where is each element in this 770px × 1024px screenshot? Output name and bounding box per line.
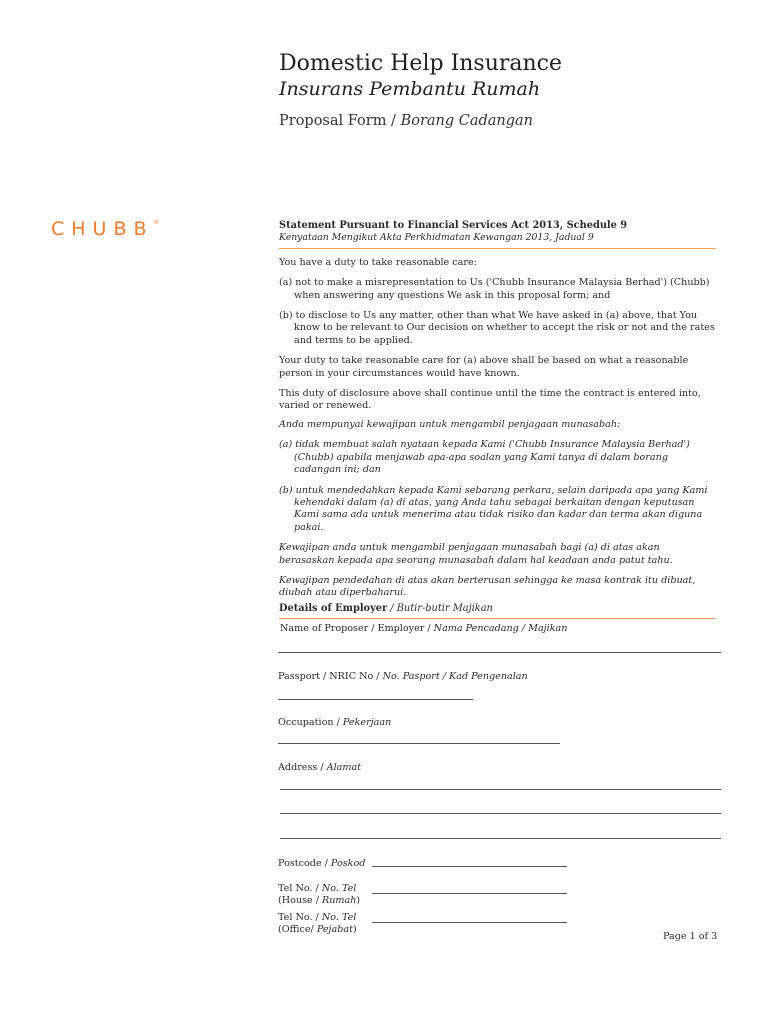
duty-paragraph-1-malay: Kewajipan anda untuk mengambil penjagaan munasabah bagi (a) di atas akan berasaskan kepada apa seorang munasabah dalam hal keadaan anda patut tahu. — [279, 542, 673, 566]
duty-item-a: (a) not to make a misrepresentation to Us ('Chubb Insurance Malaysia Berhad') (Chubb) when answering any questions We ask in this proposal form; and — [279, 277, 710, 301]
details-heading — [279, 603, 716, 615]
duty-item-a-malay: (a) tidak membuat salah nyataan kepada Kami ('Chubb Insurance Malaysia Berhad') (Chubb) apabila menjawab apa-apa soalan yang Kami tanya di dalam borang cadangan ini; dan — [279, 439, 690, 476]
statement-title-malay: Kenyataan Mengikut Akta Perkhidmatan Kewangan 2013, Jadual 9 — [279, 232, 594, 244]
statement-section — [279, 220, 716, 619]
details-divider — [279, 618, 716, 619]
statement-title: Statement Pursuant to Financial Services Act 2013, Schedule 9 — [279, 220, 628, 231]
statement-divider — [279, 248, 716, 249]
address-input-line-1[interactable] — [280, 789, 721, 790]
name-input-line[interactable] — [278, 652, 721, 653]
duty-item-b: (b) to disclose to Us any matter, other than what We have asked in (a) above, that You know to be relevant to Our decision on whether to accept the risk or not and the rates and terms to be applied. — [279, 310, 715, 346]
details-heading-en: Details of Employer — [279, 602, 388, 614]
logo-text: CHUBB — [51, 218, 154, 240]
tel-office-label: Tel No. / No. Tel (Office/ Pejabat) — [278, 912, 357, 936]
form-title-malay: Insurans Pembantu Rumah — [279, 78, 541, 100]
chubb-logo — [51, 218, 160, 240]
duty-item-b-malay: (b) untuk mendedahkan kepada Kami sebarang perkara, selain daripada apa yang Kami kehendaki dalam (a) di atas, yang Anda tahu sebagai berkaitan dengan keputusan Kami sama ada untuk menerima atau tidak risiko dan kadar dan terma akan diguna pakai. — [279, 484, 708, 533]
occupation-input-line[interactable] — [278, 743, 560, 744]
duty-intro: You have a duty to take reasonable care: — [279, 256, 477, 268]
occupation-label: Occupation / Pekerjaan — [278, 717, 392, 728]
address-label: Address / Alamat — [278, 762, 362, 773]
form-subtitle — [279, 113, 533, 129]
postcode-label: Postcode / Poskod — [278, 858, 366, 869]
form-label: Proposal Form — [279, 113, 387, 129]
passport-input-line[interactable] — [278, 699, 473, 700]
address-input-line-2[interactable] — [280, 813, 721, 814]
duty-paragraph-2-malay: Kewajipan pendedahan di atas akan berterusan sehingga ke masa kontrak itu dibuat, diubah atau diperbaharui. — [279, 574, 696, 599]
logo-registered-mark: ® — [153, 218, 160, 226]
page-number: Page 1 of 3 — [663, 931, 718, 942]
duty-paragraph-2: This duty of disclosure above shall continue until the time the contract is entered into, varied or renewed. — [279, 388, 701, 412]
form-title: Domestic Help Insurance — [279, 51, 563, 76]
name-label: Name of Proposer / Employer / Nama Pencadang / Majikan — [280, 623, 568, 634]
tel-office-input-line[interactable] — [372, 922, 567, 923]
tel-house-label: Tel No. / No. Tel (House / Rumah) — [278, 883, 361, 907]
duty-paragraph-1: Your duty to take reasonable care for (a) above shall be based on what a reasonable person in your circumstances would have known. — [279, 355, 689, 379]
form-label-separator: / — [386, 113, 401, 129]
passport-label: Passport / NRIC No / No. Pasport / Kad Pengenalan — [278, 671, 528, 682]
postcode-input-line[interactable] — [372, 866, 567, 867]
duty-intro-malay: Anda mempunyai kewajipan untuk mengambil penjagaan munasabah: — [279, 418, 621, 430]
form-label-malay: Borang Cadangan — [400, 113, 534, 129]
tel-house-input-line[interactable] — [372, 893, 567, 894]
details-heading-malay: / Butir-butir Majikan — [387, 602, 493, 614]
address-input-line-3[interactable] — [280, 838, 721, 839]
